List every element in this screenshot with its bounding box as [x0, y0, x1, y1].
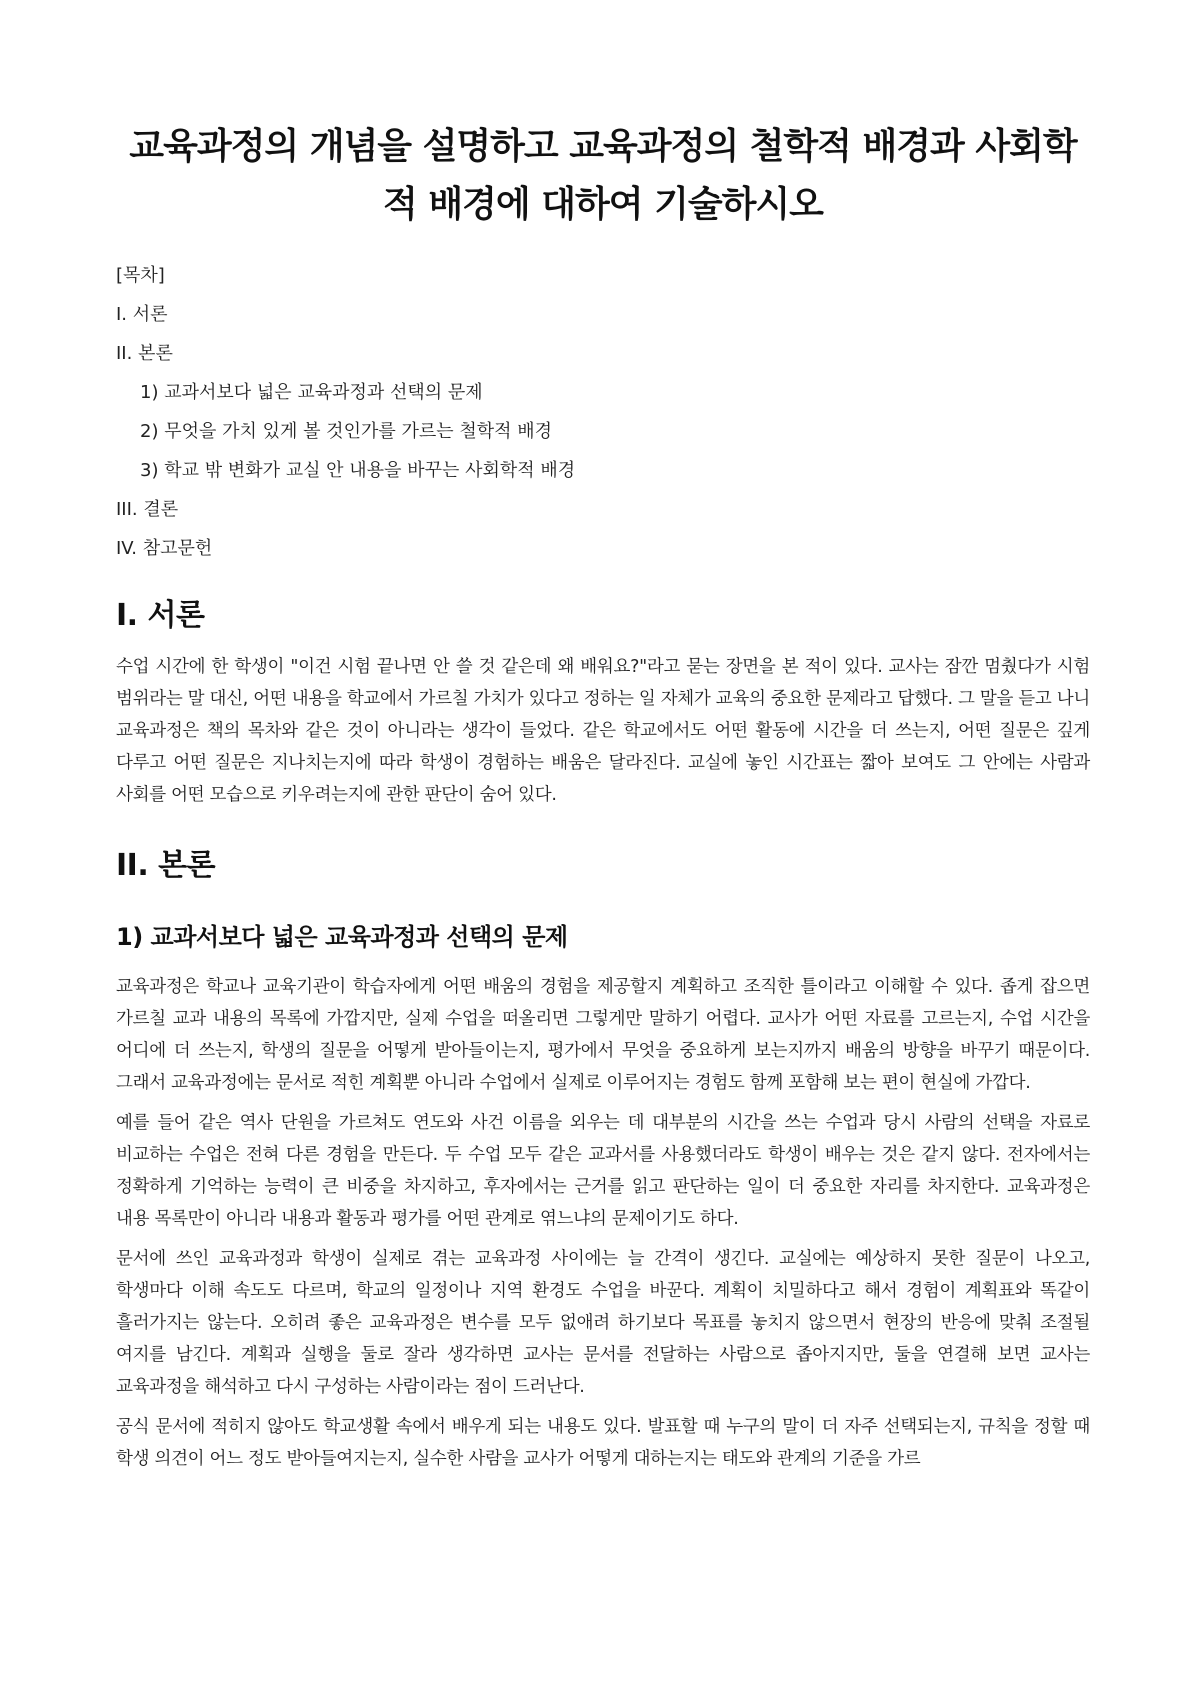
- toc-label: [목차]: [116, 265, 165, 286]
- toc-item-body-1: 1) 교과서보다 넓은 교육과정과 선택의 문제: [140, 382, 483, 403]
- toc-item-conclusion: III. 결론: [116, 499, 179, 520]
- document-title: 교육과정의 개념을 설명하고 교육과정의 철학적 배경과 사회학적 배경에 대하여 기술하시오: [129, 126, 1077, 225]
- subsection-1-heading: 1) 교과서보다 넓은 교육과정과 선택의 문제: [116, 923, 568, 951]
- subsection-1-paragraph-4: 공식 문서에 적히지 않아도 학교생활 속에서 배우게 되는 내용도 있다. 발표할 때 누구의 말이 더 자주 선택되는지, 규칙을 정할 때 학생 의견이 어느 정도 받아들여지는지, 실수한 사람을 교사가 어떻게 대하는지는 태도와 관계의 기준을 가르: [116, 1417, 1090, 1469]
- subsection-1-paragraph-1: 교육과정은 학교나 교육기관이 학습자에게 어떤 배움의 경험을 제공할지 계획하고 조직한 틀이라고 이해할 수 있다. 좁게 잡으면 가르칠 교과 내용의 목록에 가깝지만, 실제 수업을 떠올리면 그렇게만 말하기 어렵다. 교사가 어떤 자료를 고르는지, 수업 시간을 어디에 더 쓰는지, 학생의 질문을 어떻게 받아들이는지, 평가에서 무엇을 중요하게 보는지까지 배움의 방향을 바꾸기 때문이다. 그래서 교육과정에는 문서로 적힌 계획뿐 아니라 수업에서 실제로 이루어지는 경험도 함께 포함해 보는 편이 현실에 가깝다.: [116, 977, 1090, 1093]
- toc-item-body: II. 본론: [116, 343, 173, 364]
- toc-item-body-2: 2) 무엇을 가치 있게 볼 것인가를 가르는 철학적 배경: [140, 421, 553, 442]
- table-of-contents: [116, 264, 1090, 561]
- toc-item-body-3: 3) 학교 밖 변화가 교실 안 내용을 바꾸는 사회학적 배경: [140, 460, 576, 481]
- subsection-1-paragraph-3: 문서에 쓰인 교육과정과 학생이 실제로 겪는 교육과정 사이에는 늘 간격이 생긴다. 교실에는 예상하지 못한 질문이 나오고, 학생마다 이해 속도도 다르며, 학교의 일정이나 지역 환경도 수업을 바꾼다. 계획이 치밀하다고 해서 경험이 계획표와 똑같이 흘러가지는 않는다. 오히려 좋은 교육과정은 변수를 모두 없애려 하기보다 목표를 놓치지 않으면서 현장의 반응에 맞춰 조절될 여지를 남긴다. 계획과 실행을 둘로 잘라 생각하면 교사는 문서를 전달하는 사람으로 좁아지지만, 둘을 연결해 보면 교사는 교육과정을 해석하고 다시 구성하는 사람이라는 점이 드러난다.: [116, 1249, 1090, 1397]
- toc-item-intro: I. 서론: [116, 304, 168, 325]
- subsection-1-paragraph-2: 예를 들어 같은 역사 단원을 가르쳐도 연도와 사건 이름을 외우는 데 대부분의 시간을 쓰는 수업과 당시 사람의 선택을 자료로 비교하는 수업은 전혀 다른 경험을 만든다. 두 수업 모두 같은 교과서를 사용했더라도 학생이 배우는 것은 같지 않다. 전자에서는 정확하게 기억하는 능력이 큰 비중을 차지하고, 후자에서는 근거를 읽고 판단하는 일이 더 중요한 자리를 차지한다. 교육과정은 내용 목록만이 아니라 내용과 활동과 평가를 어떤 관계로 엮느냐의 문제이기도 하다.: [116, 1113, 1090, 1229]
- intro-paragraph: 수업 시간에 한 학생이 "이건 시험 끝나면 안 쓸 것 같은데 왜 배워요?"라고 묻는 장면을 본 적이 있다. 교사는 잠깐 멈췄다가 시험 범위라는 말 대신, 어떤 내용을 학교에서 가르칠 가치가 있다고 정하는 일 자체가 교육의 중요한 문제라고 답했다. 그 말을 듣고 나니 교육과정은 책의 목차와 같은 것이 아니라는 생각이 들었다. 같은 학교에서도 어떤 활동에 시간을 더 쓰는지, 어떤 질문은 깊게 다루고 어떤 질문은 지나치는지에 따라 학생이 경험하는 배움은 달라진다. 교실에 놓인 시간표는 짧아 보여도 그 안에는 사람과 사회를 어떤 모습으로 키우려는지에 관한 판단이 숨어 있다.: [116, 657, 1090, 805]
- intro-heading: I. 서론: [116, 598, 205, 633]
- body-heading: II. 본론: [116, 848, 216, 883]
- toc-item-references: IV. 참고문헌: [116, 538, 213, 559]
